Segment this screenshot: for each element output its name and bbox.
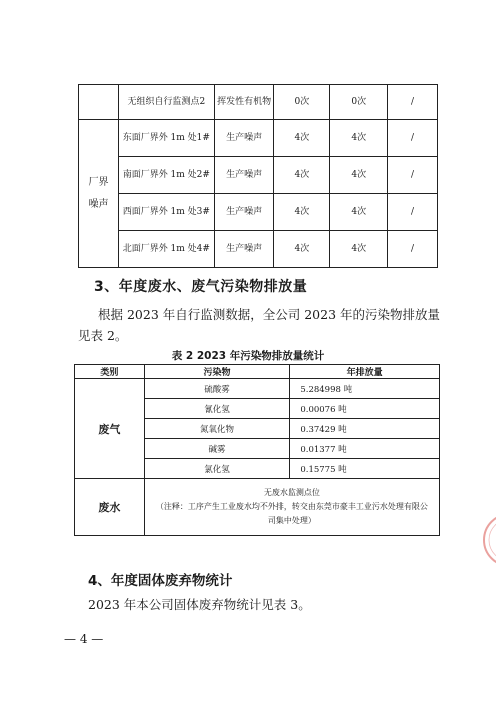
actual-count: 4次 <box>330 194 388 231</box>
table-row <box>75 479 440 536</box>
emission-amount: 0.15775 吨 <box>290 459 440 479</box>
table-row <box>79 120 438 157</box>
pollutant-name: 氯化氢 <box>144 459 290 479</box>
section-3-paragraph: 根据 2023 年自行监测数据，全公司 2023 年的污染物排放量见表 2。 <box>78 307 441 343</box>
monitor-item: 生产噪声 <box>214 120 274 157</box>
header-category: 类别 <box>75 365 145 379</box>
pollutant-name: 硫酸雾 <box>144 379 290 399</box>
actual-count: 0次 <box>330 85 388 120</box>
table-2-caption: 表 2 2023 年污染物排放量统计 <box>171 350 325 362</box>
monitor-point: 东面厂界外 1m 处1# <box>122 133 210 143</box>
section-4-heading: 4、年度固体废弃物统计 <box>88 573 233 589</box>
monitor-item: 挥发性有机物 <box>214 85 274 120</box>
monitoring-frequency-table <box>78 84 438 268</box>
planned-count: 4次 <box>274 120 330 157</box>
remark: / <box>388 231 438 268</box>
actual-count: 4次 <box>330 120 388 157</box>
header-amount: 年排放量 <box>290 365 440 379</box>
table-row <box>79 157 438 194</box>
remark: / <box>388 157 438 194</box>
remark: / <box>388 85 438 120</box>
emission-amount: 5.284998 吨 <box>290 379 440 399</box>
red-seal-fragment <box>476 510 496 570</box>
table-row <box>79 231 438 268</box>
table-row <box>75 379 440 399</box>
table-row <box>79 194 438 231</box>
actual-count: 4次 <box>330 157 388 194</box>
emission-amount: 0.00076 吨 <box>290 399 440 419</box>
monitor-point: 北面厂界外 1m 处4# <box>122 244 210 254</box>
water-note-line-2: （注释：工序产生工业废水均不外排，转交由东莞市豪丰工业污水处理有限公司集中处理） <box>155 502 428 525</box>
emission-table <box>74 364 440 536</box>
table-header-row <box>75 365 440 379</box>
noise-category: 厂界噪声 <box>79 120 119 268</box>
monitor-point: 无组织自行监测点2 <box>127 97 206 107</box>
monitor-item: 生产噪声 <box>214 157 274 194</box>
planned-count: 4次 <box>274 157 330 194</box>
category-cell <box>79 85 119 120</box>
remark: / <box>388 194 438 231</box>
planned-count: 4次 <box>274 231 330 268</box>
section-4-paragraph: 2023 年本公司固体废弃物统计见表 3。 <box>88 597 311 612</box>
pollutant-name: 氮氧化物 <box>144 419 290 439</box>
monitor-point: 西面厂界外 1m 处3# <box>122 207 210 217</box>
water-note-line-1: 无废水监测点位 <box>263 488 320 497</box>
pollutant-name: 氰化氢 <box>144 399 290 419</box>
section-3-heading: 3、年度废水、废气污染物排放量 <box>94 279 308 295</box>
pollutant-name: 碱雾 <box>144 439 290 459</box>
page-number: — 4 — <box>64 632 104 646</box>
water-note <box>144 479 439 536</box>
actual-count: 4次 <box>330 231 388 268</box>
planned-count: 4次 <box>274 194 330 231</box>
monitor-item: 生产噪声 <box>214 231 274 268</box>
monitor-item: 生产噪声 <box>214 194 274 231</box>
emission-amount: 0.01377 吨 <box>290 439 440 459</box>
monitor-point: 南面厂界外 1m 处2# <box>122 170 210 180</box>
planned-count: 0次 <box>274 85 330 120</box>
remark: / <box>388 120 438 157</box>
gas-category: 废气 <box>75 379 145 479</box>
table-row <box>79 85 438 120</box>
header-pollutant: 污染物 <box>144 365 290 379</box>
water-category: 废水 <box>75 479 145 536</box>
emission-amount: 0.37429 吨 <box>290 419 440 439</box>
